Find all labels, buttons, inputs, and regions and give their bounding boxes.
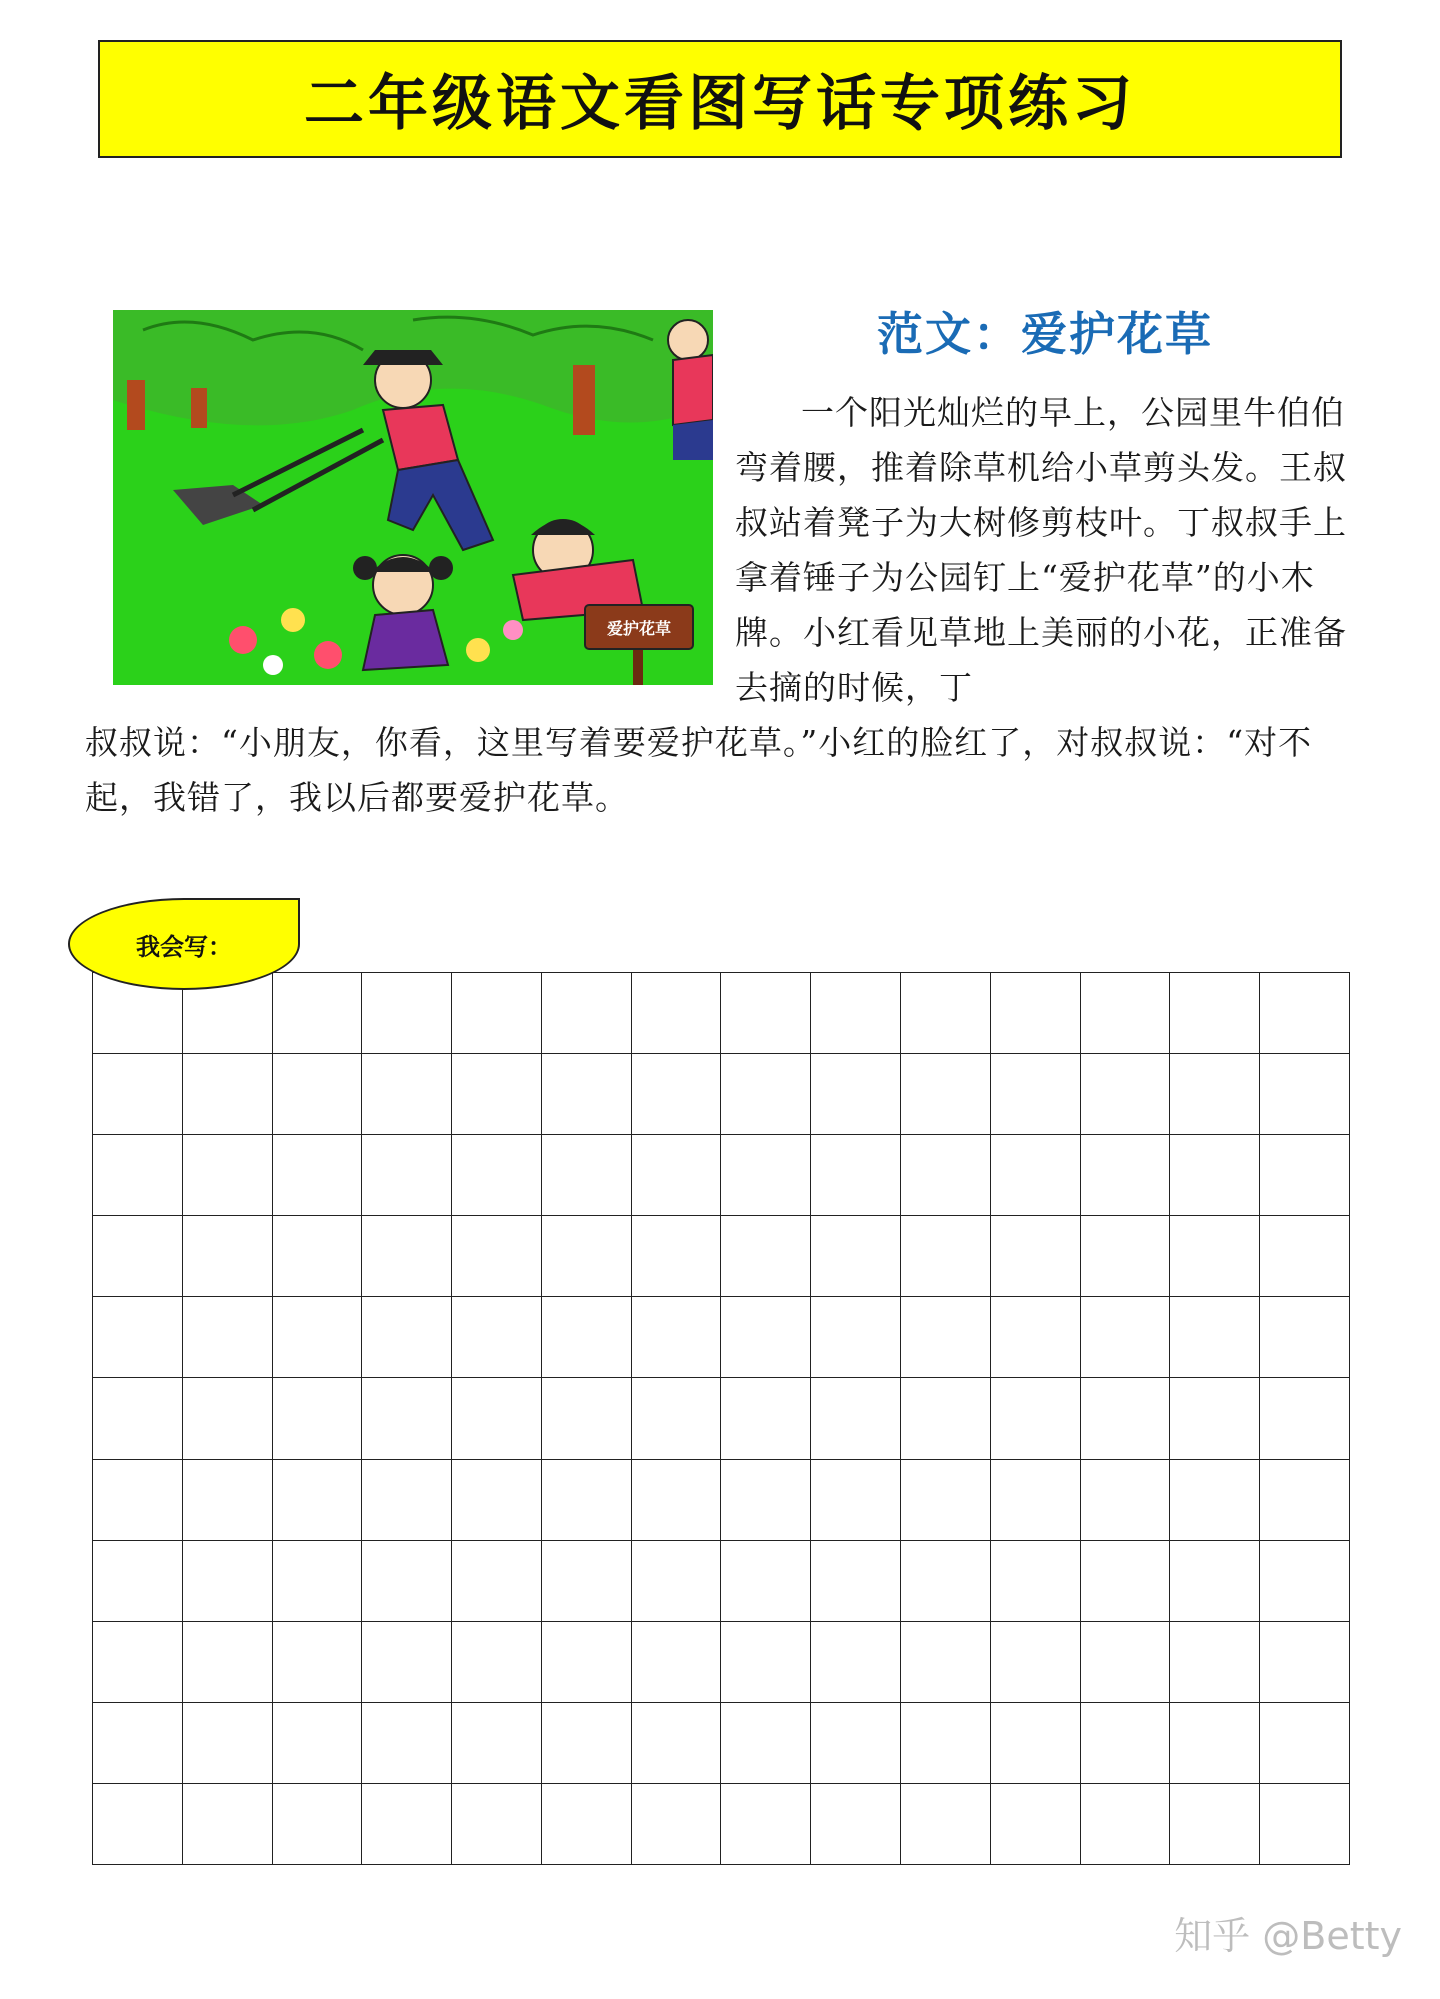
watermark: 知乎 @Betty	[1174, 1914, 1402, 1958]
grid-cell[interactable]	[273, 1297, 363, 1378]
grid-cell[interactable]	[901, 1460, 991, 1541]
grid-cell[interactable]	[991, 1541, 1081, 1622]
grid-cell[interactable]	[542, 1460, 632, 1541]
grid-cell[interactable]	[1260, 1784, 1350, 1865]
grid-cell[interactable]	[632, 1135, 722, 1216]
grid-cell[interactable]	[991, 1297, 1081, 1378]
grid-cell[interactable]	[1081, 1054, 1171, 1135]
grid-cell[interactable]	[1170, 1135, 1260, 1216]
grid-cell[interactable]	[273, 1784, 363, 1865]
grid-cell[interactable]	[991, 1216, 1081, 1297]
grid-cell[interactable]	[901, 1216, 991, 1297]
grid-cell[interactable]	[721, 1622, 811, 1703]
grid-cell[interactable]	[1170, 1622, 1260, 1703]
grid-cell[interactable]	[452, 1378, 542, 1459]
grid-cell[interactable]	[452, 1622, 542, 1703]
grid-cell[interactable]	[721, 1135, 811, 1216]
grid-cell[interactable]	[1260, 1703, 1350, 1784]
grid-cell[interactable]	[901, 1703, 991, 1784]
essay-heading: 范文：爱护花草	[877, 307, 1213, 361]
story-illustration	[113, 310, 713, 685]
grid-cell[interactable]	[1170, 1297, 1260, 1378]
grid-cell[interactable]	[362, 973, 452, 1054]
grid-cell[interactable]	[811, 1054, 901, 1135]
grid-cell[interactable]	[362, 1216, 452, 1297]
grid-cell[interactable]	[721, 1297, 811, 1378]
grid-cell[interactable]	[542, 1378, 632, 1459]
grid-cell[interactable]	[452, 1784, 542, 1865]
grid-cell[interactable]	[183, 1541, 273, 1622]
essay-text-side	[735, 385, 1355, 715]
grid-cell[interactable]	[362, 1541, 452, 1622]
grid-cell[interactable]	[721, 1216, 811, 1297]
grid-cell[interactable]	[901, 973, 991, 1054]
grid-cell[interactable]	[811, 1297, 901, 1378]
grid-cell[interactable]	[1260, 1054, 1350, 1135]
grid-cell[interactable]	[1081, 973, 1171, 1054]
grid-cell[interactable]	[183, 1135, 273, 1216]
page-title: 二年级语文看图写话专项练习	[304, 69, 1136, 139]
grid-cell[interactable]	[362, 1460, 452, 1541]
grid-cell[interactable]	[901, 1054, 991, 1135]
grid-cell[interactable]	[721, 1378, 811, 1459]
grid-cell[interactable]	[273, 1378, 363, 1459]
grid-cell[interactable]	[362, 1054, 452, 1135]
grid-cell[interactable]	[93, 1703, 183, 1784]
grid-cell[interactable]	[721, 973, 811, 1054]
grid-cell[interactable]	[93, 1378, 183, 1459]
grid-cell[interactable]	[542, 1784, 632, 1865]
grid-cell[interactable]	[991, 1622, 1081, 1703]
grid-cell[interactable]	[452, 1297, 542, 1378]
grid-cell[interactable]	[542, 1541, 632, 1622]
grid-cell[interactable]	[273, 1054, 363, 1135]
grid-cell[interactable]	[93, 1622, 183, 1703]
grid-cell[interactable]	[1170, 1216, 1260, 1297]
grid-cell[interactable]	[542, 1054, 632, 1135]
grid-cell[interactable]	[183, 1460, 273, 1541]
grid-cell[interactable]	[273, 1622, 363, 1703]
grid-cell[interactable]	[991, 1703, 1081, 1784]
grid-cell[interactable]	[93, 1460, 183, 1541]
grid-cell[interactable]	[362, 1378, 452, 1459]
grid-cell[interactable]	[1170, 1541, 1260, 1622]
grid-cell[interactable]	[811, 1622, 901, 1703]
title-banner	[98, 40, 1342, 158]
grid-cell[interactable]	[901, 1378, 991, 1459]
grid-cell[interactable]	[901, 1541, 991, 1622]
grid-cell[interactable]	[632, 1460, 722, 1541]
grid-cell[interactable]	[452, 1216, 542, 1297]
grid-cell[interactable]	[1170, 1378, 1260, 1459]
essay-paragraph-full: 叔叔说：“小朋友，你看，这里写着要爱护花草。”小红的脸红了，对叔叔说：“对不起，我错了，我以后都要爱护花草。	[85, 723, 1313, 817]
grid-cell[interactable]	[811, 1541, 901, 1622]
grid-cell[interactable]	[183, 1054, 273, 1135]
grid-cell[interactable]	[1081, 1135, 1171, 1216]
grid-cell[interactable]	[1081, 1784, 1171, 1865]
grid-cell[interactable]	[93, 1054, 183, 1135]
grid-cell[interactable]	[542, 973, 632, 1054]
grid-cell[interactable]	[1081, 1460, 1171, 1541]
grid-cell[interactable]	[183, 1216, 273, 1297]
grid-cell[interactable]	[1260, 1378, 1350, 1459]
grid-cell[interactable]	[1081, 1216, 1171, 1297]
grid-cell[interactable]	[273, 1216, 363, 1297]
grid-cell[interactable]	[362, 1297, 452, 1378]
grid-cell[interactable]	[632, 1703, 722, 1784]
grid-cell[interactable]	[632, 1216, 722, 1297]
grid-cell[interactable]	[721, 1703, 811, 1784]
grid-cell[interactable]	[183, 1703, 273, 1784]
grid-cell[interactable]	[273, 1703, 363, 1784]
essay-text-full	[85, 715, 1365, 825]
grid-cell[interactable]	[452, 973, 542, 1054]
grid-cell[interactable]	[811, 1703, 901, 1784]
grid-cell[interactable]	[721, 1541, 811, 1622]
grid-cell[interactable]	[362, 1135, 452, 1216]
grid-cell[interactable]	[811, 1135, 901, 1216]
grid-cell[interactable]	[183, 1297, 273, 1378]
grid-cell[interactable]	[542, 1622, 632, 1703]
grid-cell[interactable]	[901, 1622, 991, 1703]
grid-cell[interactable]	[452, 1460, 542, 1541]
grid-cell[interactable]	[452, 1703, 542, 1784]
grid-cell[interactable]	[811, 1460, 901, 1541]
grid-cell[interactable]	[183, 1378, 273, 1459]
grid-cell[interactable]	[93, 1784, 183, 1865]
grid-cell[interactable]	[721, 1460, 811, 1541]
grid-cell[interactable]	[1170, 1460, 1260, 1541]
grid-cell[interactable]	[273, 1541, 363, 1622]
grid-cell[interactable]	[901, 1297, 991, 1378]
grid-cell[interactable]	[1081, 1378, 1171, 1459]
grid-cell[interactable]	[632, 1622, 722, 1703]
grid-cell[interactable]	[1170, 1054, 1260, 1135]
writing-label: 我会写：	[136, 932, 232, 961]
grid-cell[interactable]	[1170, 973, 1260, 1054]
grid-cell[interactable]	[362, 1784, 452, 1865]
grid-cell[interactable]	[632, 1297, 722, 1378]
grid-cell[interactable]	[1081, 1541, 1171, 1622]
grid-cell[interactable]	[632, 1054, 722, 1135]
sign-text: 爱护花草	[606, 619, 672, 638]
grid-cell[interactable]	[991, 1054, 1081, 1135]
essay-paragraph-side: 一个阳光灿烂的早上，公园里牛伯伯弯着腰，推着除草机给小草剪头发。王叔叔站着凳子为大树修剪枝叶。丁叔叔手上拿着锤子为公园钉上“爱护花草”的小木牌。小红看见草地上美丽的小花，正准备去摘的时候，丁	[735, 393, 1347, 707]
grid-cell[interactable]	[93, 1135, 183, 1216]
grid-cell[interactable]	[991, 1135, 1081, 1216]
grid-cell[interactable]	[991, 1378, 1081, 1459]
grid-cell[interactable]	[1081, 1622, 1171, 1703]
grid-cell[interactable]	[811, 1784, 901, 1865]
grid-cell[interactable]	[542, 1297, 632, 1378]
grid-cell[interactable]	[362, 1622, 452, 1703]
grid-cell[interactable]	[452, 1135, 542, 1216]
grid-cell[interactable]	[1260, 973, 1350, 1054]
writing-label-bubble	[68, 898, 300, 990]
grid-cell[interactable]	[1081, 1703, 1171, 1784]
grid-cell[interactable]	[93, 1216, 183, 1297]
grid-cell[interactable]	[811, 973, 901, 1054]
grid-cell[interactable]	[542, 1135, 632, 1216]
grid-cell[interactable]	[542, 1703, 632, 1784]
grid-cell[interactable]	[632, 1541, 722, 1622]
grid-cell[interactable]	[452, 1054, 542, 1135]
grid-cell[interactable]	[362, 1703, 452, 1784]
illustration-drawing	[113, 310, 713, 685]
grid-cell[interactable]	[1170, 1703, 1260, 1784]
grid-cell[interactable]	[811, 1216, 901, 1297]
grid-cell[interactable]	[1260, 1216, 1350, 1297]
grid-cell[interactable]	[1081, 1297, 1171, 1378]
grid-cell[interactable]	[811, 1378, 901, 1459]
grid-cell[interactable]	[632, 1378, 722, 1459]
grid-cell[interactable]	[542, 1216, 632, 1297]
grid-cell[interactable]	[273, 1135, 363, 1216]
grid-cell[interactable]	[1260, 1297, 1350, 1378]
grid-cell[interactable]	[991, 1460, 1081, 1541]
grid-cell[interactable]	[991, 1784, 1081, 1865]
grid-cell[interactable]	[1260, 1622, 1350, 1703]
writing-grid[interactable]	[92, 972, 1350, 1865]
grid-cell[interactable]	[183, 1784, 273, 1865]
grid-cell[interactable]	[721, 1054, 811, 1135]
grid-cell[interactable]	[1260, 1541, 1350, 1622]
grid-cell[interactable]	[273, 1460, 363, 1541]
grid-cell[interactable]	[991, 973, 1081, 1054]
grid-cell[interactable]	[632, 1784, 722, 1865]
grid-cell[interactable]	[183, 1622, 273, 1703]
grid-cell[interactable]	[93, 1297, 183, 1378]
grid-cell[interactable]	[1170, 1784, 1260, 1865]
grid-cell[interactable]	[452, 1541, 542, 1622]
grid-cell[interactable]	[721, 1784, 811, 1865]
grid-cell[interactable]	[632, 973, 722, 1054]
grid-cell[interactable]	[901, 1135, 991, 1216]
grid-cell[interactable]	[1260, 1460, 1350, 1541]
grid-cell[interactable]	[901, 1784, 991, 1865]
grid-cell[interactable]	[273, 973, 363, 1054]
grid-cell[interactable]	[93, 1541, 183, 1622]
grid-cell[interactable]	[1260, 1135, 1350, 1216]
